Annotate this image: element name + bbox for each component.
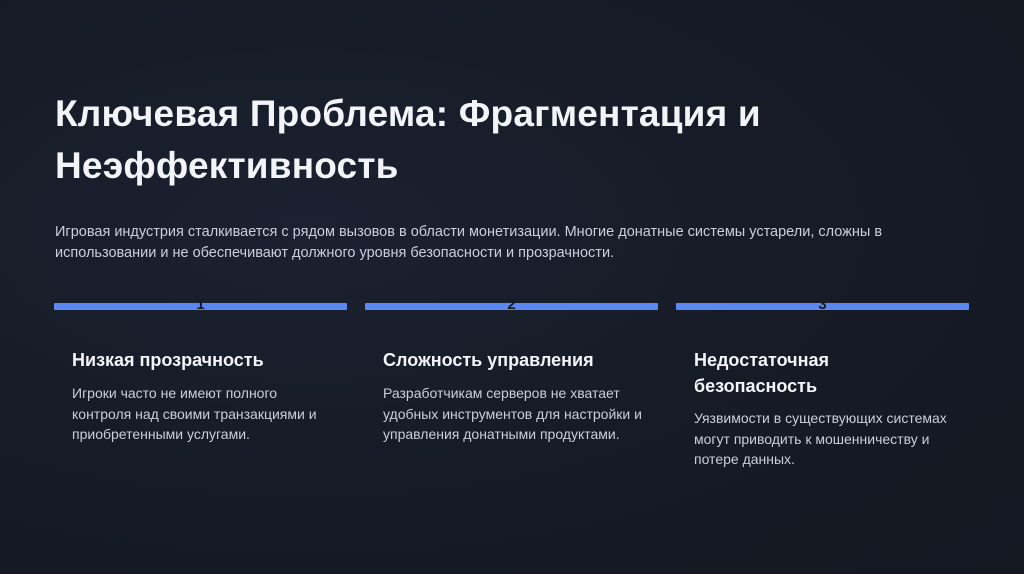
card-heading: Низкая прозрачность [72, 350, 264, 370]
problem-card-3 [676, 296, 969, 543]
card-number: 1 [196, 296, 205, 313]
intro-paragraph: Игровая индустрия сталкивается с рядом вызовов в области монетизации. Многие донатные системы устарели, сложны в использовании и не обеспечивают должного уровня безопасности и прозрачности. [55, 224, 883, 261]
problem-card-1 [54, 296, 347, 543]
card-heading: Недостаточная безопасность [694, 350, 829, 396]
card-number: 3 [818, 296, 827, 313]
card-text: Игроки часто не имеют полного контроля над своими транзакциями и приобретенными услугами. [72, 385, 317, 442]
card-text: Уязвимости в существующих системах могут приводить к мошенничеству и потере данных. [694, 410, 947, 467]
slide-title: Ключевая Проблема: Фрагментация и Неэффективность [55, 93, 761, 186]
card-text: Разработчикам серверов не хватает удобных инструментов для настройки и управления донатными продуктами. [383, 385, 642, 442]
problem-card-2 [365, 296, 658, 543]
card-heading: Сложность управления [383, 350, 594, 370]
card-number: 2 [507, 296, 516, 313]
